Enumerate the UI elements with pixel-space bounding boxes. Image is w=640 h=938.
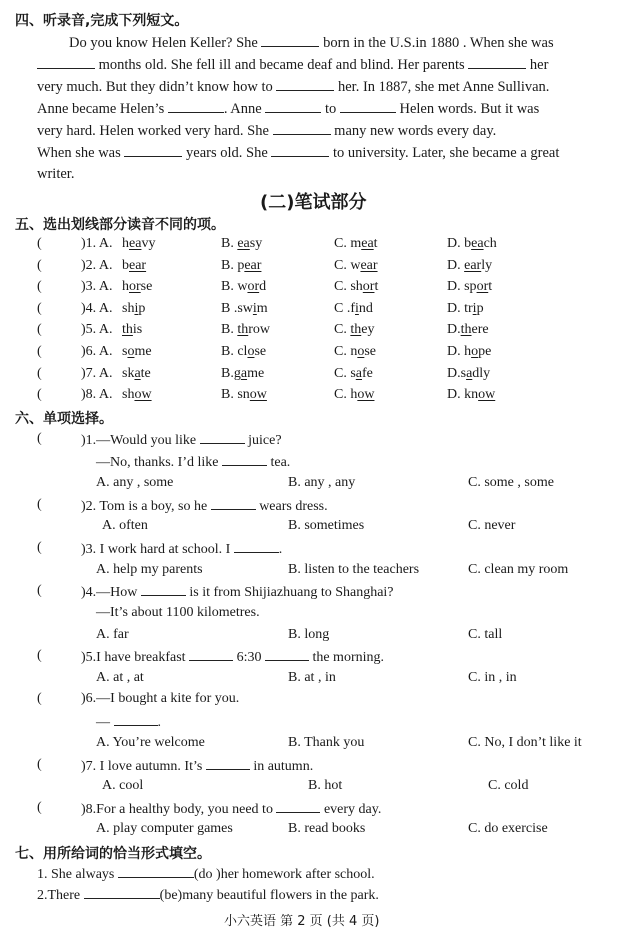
answer-blank[interactable] [234, 540, 279, 553]
word-part: b [122, 257, 129, 273]
s5-option-c[interactable] [334, 258, 378, 274]
s5-option-a[interactable] [122, 344, 152, 360]
underlined-letters: a [466, 365, 473, 381]
q8-paren: ( [37, 800, 42, 815]
s5-answer-paren: ( [37, 365, 42, 381]
passage-text: to university. Later, she became a great [329, 145, 560, 161]
word-part: B.g [221, 365, 241, 381]
s5-item-number: )1. A. [81, 236, 113, 251]
s5-option-d[interactable] [447, 279, 492, 295]
underlined-letters: ea [471, 236, 484, 251]
passage-text: years old. She [182, 145, 272, 161]
q6-paren: ( [37, 691, 42, 706]
q2-option-a[interactable]: A. often [102, 518, 148, 533]
underlined-letters: o [127, 344, 135, 359]
s5-answer-paren: ( [37, 279, 42, 295]
underlined-letters: ow [249, 387, 267, 403]
q3-option-c[interactable]: C. clean my room [468, 562, 569, 577]
word-part: D.s [447, 365, 467, 381]
passage-text: . Anne [223, 101, 266, 117]
q4-option-b[interactable]: B. long [288, 627, 330, 642]
answer-blank[interactable] [273, 122, 331, 135]
q2-option-b[interactable]: B. sometimes [288, 518, 365, 533]
passage-text: Helen words. But it was [395, 101, 540, 117]
s5-option-d[interactable] [447, 322, 489, 338]
word-part: B .sw [221, 300, 253, 316]
underlined-letters: th [122, 322, 133, 338]
word-part: vy [141, 236, 156, 251]
s5-option-d[interactable] [447, 344, 491, 360]
q5-stem: )5.I have breakfast 6:30 the morning. [81, 650, 384, 665]
s5-option-b[interactable] [221, 236, 262, 252]
s5-answer-paren: ( [37, 387, 42, 403]
word-part: B. cl [221, 344, 248, 359]
underlined-letters: ea [129, 236, 142, 251]
answer-blank[interactable] [189, 648, 233, 661]
q3-option-a[interactable]: A. help my parents [96, 562, 203, 577]
underlined-letters: th [460, 322, 472, 338]
s5-option-d[interactable] [447, 387, 495, 403]
underlined-letters: th [350, 322, 362, 338]
underlined-letters: ow [134, 387, 152, 403]
underlined-letters: ear [464, 257, 482, 273]
s5-option-c[interactable] [334, 344, 376, 360]
part-2-title: (二)笔试部分 [260, 192, 367, 213]
underlined-letters: i [134, 300, 139, 316]
s5-option-a[interactable] [122, 322, 142, 338]
passage-line-7: writer. [37, 166, 75, 182]
word-part: s [122, 344, 128, 359]
s5-option-a[interactable] [122, 279, 152, 295]
q6-option-c[interactable]: C. No, I don’t like it [468, 735, 582, 750]
s5-option-d[interactable] [447, 301, 484, 317]
word-part: D. [447, 322, 461, 338]
word-part: t [373, 236, 378, 251]
s5-option-a[interactable] [122, 366, 151, 382]
word-part: m [256, 300, 268, 316]
word-part: C. sh [334, 279, 363, 295]
passage-line-2 [37, 56, 548, 74]
s5-answer-paren: ( [37, 344, 42, 359]
q5-option-b[interactable]: B. at , in [288, 670, 336, 685]
word-part: sy [249, 236, 263, 251]
word-part: ch [483, 236, 497, 251]
underlined-letters: a [355, 365, 363, 381]
word-part: is [132, 322, 143, 338]
underlined-letters: ear [360, 257, 378, 273]
q2-option-c[interactable]: C. never [468, 518, 516, 533]
passage-text: to [321, 101, 340, 117]
section-5-heading: 五、选出划线部分读音不同的项。 [15, 217, 225, 233]
answer-blank[interactable] [265, 648, 309, 661]
section-7-heading: 七、用所给词的恰当形式填空。 [15, 846, 211, 862]
word-part: D. kn [447, 387, 479, 403]
q8-option-c[interactable]: C. do exercise [468, 821, 548, 836]
word-part: ly [481, 257, 493, 273]
underlined-letters: i [355, 300, 359, 316]
q4-stem: )4.—How is it from Shijiazhuang to Shanghai? [81, 585, 394, 600]
s5-option-c[interactable] [334, 236, 378, 252]
passage-text: very much. But they didn’t know how to [37, 79, 277, 95]
s5-option-b[interactable] [221, 279, 266, 295]
s5-option-b[interactable] [221, 322, 270, 338]
passage-text: her [526, 57, 549, 73]
passage-text: very hard. Helen worked very hard. She [37, 123, 273, 139]
underlined-letters: ea [361, 236, 374, 251]
word-part: me [134, 344, 152, 359]
s5-item-number: )7. A. [81, 365, 113, 381]
word-part: D. [447, 257, 465, 273]
q7-stem: )7. I love autumn. It’s in autumn. [81, 759, 314, 774]
underlined-letters: o [357, 344, 365, 359]
answer-blank[interactable] [222, 453, 267, 466]
s5-option-b[interactable] [221, 301, 268, 317]
passage-text: Anne became Helen’s [37, 101, 168, 117]
word-part: D. tr [447, 300, 473, 316]
s5-option-a[interactable] [122, 387, 152, 403]
q5-option-a[interactable]: A. at , at [96, 670, 144, 685]
word-part: D. sp [447, 279, 477, 295]
q3-option-b[interactable]: B. listen to the teachers [288, 562, 420, 577]
answer-blank[interactable] [118, 865, 194, 878]
s5-item-number: )6. A. [81, 344, 113, 359]
word-part: dly [472, 365, 491, 381]
word-part: d [259, 279, 267, 295]
word-part: fe [362, 365, 373, 381]
s5-option-b[interactable] [221, 366, 264, 382]
underlined-letters: or [129, 279, 141, 295]
word-part: p [138, 300, 146, 316]
s5-option-c[interactable] [334, 322, 374, 338]
underlined-letters: a [134, 365, 141, 381]
word-part: C. w [334, 257, 361, 273]
q6-option-b[interactable]: B. Thank you [288, 735, 365, 750]
s5-item-number: )3. A. [81, 279, 113, 295]
word-part: B. w [221, 279, 248, 295]
word-part: h [122, 279, 129, 295]
word-part: te [140, 365, 151, 381]
q5-option-c[interactable]: C. in , in [468, 670, 517, 685]
word-part: pe [478, 344, 492, 359]
answer-blank[interactable] [168, 100, 224, 113]
q7-option-a[interactable]: A. cool [102, 778, 144, 793]
answer-blank[interactable] [200, 431, 245, 444]
s5-answer-paren: ( [37, 236, 42, 251]
s5-option-d[interactable] [447, 366, 490, 382]
underlined-letters: i [472, 300, 477, 316]
s5-option-b[interactable] [221, 387, 267, 403]
q1-stem-2: —No, thanks. I’d like tea. [96, 455, 291, 470]
answer-blank[interactable] [206, 757, 250, 770]
word-part: sk [122, 365, 135, 381]
answer-blank[interactable] [124, 144, 182, 157]
answer-blank[interactable] [211, 497, 256, 510]
underlined-letters: i [252, 300, 257, 316]
s5-item-number: )8. A. [81, 387, 113, 403]
q8-option-a[interactable]: A. play computer games [96, 821, 233, 836]
q6-stem-2: — . [96, 715, 161, 730]
word-part: C. m [334, 236, 362, 251]
s5-option-a[interactable] [122, 236, 155, 252]
passage-text: months old. She fell ill and became deaf and blind. Her parents [95, 57, 469, 73]
s5-item-number: )5. A. [81, 322, 113, 338]
s5-answer-paren: ( [37, 322, 42, 338]
answer-blank[interactable] [340, 100, 396, 113]
s5-option-b[interactable] [221, 344, 266, 360]
answer-blank[interactable] [271, 144, 329, 157]
s5-option-a[interactable] [122, 258, 146, 274]
word-part: t [488, 279, 493, 295]
q2-stem: )2. Tom is a boy, so he wears dress. [81, 499, 328, 514]
q1-option-a[interactable]: A. any , some [96, 475, 174, 490]
s5-item-number: )2. A. [81, 257, 113, 273]
word-part: t [374, 279, 379, 295]
q1-stem: )1.—Would you like juice? [81, 433, 282, 448]
word-part: B. sn [221, 387, 250, 403]
s5-option-d[interactable] [447, 236, 497, 252]
s5-option-b[interactable] [221, 258, 261, 274]
passage-text: Do you know Helen Keller? She [69, 35, 262, 51]
word-part: se [140, 279, 153, 295]
underlined-letters: a [240, 365, 248, 381]
word-part: C .f [334, 300, 355, 316]
word-part: se [364, 344, 377, 359]
word-part: p [476, 300, 484, 316]
q8-option-b[interactable]: B. read books [288, 821, 366, 836]
underlined-letters: th [237, 322, 249, 338]
s5-option-c[interactable] [334, 387, 374, 403]
q1-paren: ( [37, 431, 42, 446]
answer-blank[interactable] [84, 886, 160, 899]
underlined-letters: o [247, 344, 255, 359]
answer-blank[interactable] [114, 713, 158, 726]
underlined-letters: o [471, 344, 479, 359]
q5-paren: ( [37, 648, 42, 663]
word-part: D. h [447, 344, 472, 359]
q6-option-a[interactable]: A. You’re welcome [96, 735, 205, 750]
underlined-letters: ear [244, 257, 262, 273]
word-part: nd [358, 300, 373, 316]
word-part: C. h [334, 387, 358, 403]
word-part: C. [334, 322, 351, 338]
word-part: sh [122, 300, 135, 316]
underlined-letters: or [247, 279, 260, 295]
word-part: D. b [447, 236, 472, 251]
word-part: B. [221, 322, 238, 338]
underlined-letters: or [362, 279, 375, 295]
answer-blank[interactable] [141, 583, 186, 596]
section-4-heading: 四、听录音,完成下列短文。 [15, 13, 189, 29]
s5-option-a[interactable] [122, 301, 145, 317]
word-part: sh [122, 387, 135, 403]
answer-blank[interactable] [468, 56, 526, 69]
q7-option-b[interactable]: B. hot [308, 778, 343, 793]
word-part: me [247, 365, 265, 381]
passage-text: her. In 1887, she met Anne Sullivan. [334, 79, 550, 95]
q8-stem: )8.For a healthy body, you need to every day. [81, 802, 382, 817]
word-part: B. p [221, 257, 245, 273]
word-part: ey [361, 322, 375, 338]
underlined-letters: or [476, 279, 489, 295]
passage-line-3 [37, 78, 549, 96]
s5-answer-paren: ( [37, 257, 42, 273]
q6-stem: )6.—I bought a kite for you. [81, 691, 240, 706]
passage-text: many new words every day. [330, 123, 497, 139]
underlined-letters: ear [129, 257, 147, 273]
passage-text: When she was [37, 145, 125, 161]
underlined-letters: ow [478, 387, 496, 403]
word-part: ere [471, 322, 489, 338]
underlined-letters: ow [357, 387, 375, 403]
q2-paren: ( [37, 497, 42, 512]
q7-option-c[interactable]: C. cold [488, 778, 529, 793]
q3-stem: )3. I work hard at school. I . [81, 542, 283, 557]
answer-blank[interactable] [276, 800, 320, 813]
q4-stem-2: —It’s about 1100 kilometres. [96, 605, 260, 620]
q1-option-b[interactable]: B. any , any [288, 475, 356, 490]
word-part: h [122, 236, 129, 251]
q4-option-c[interactable]: C. tall [468, 627, 503, 642]
s5-option-c[interactable] [334, 301, 373, 317]
q4-paren: ( [37, 583, 42, 598]
q7-paren: ( [37, 757, 42, 772]
word-part: se [254, 344, 267, 359]
word-part: C. s [334, 365, 356, 381]
s7-sentence-2: 2.There (be)many beautiful flowers in the park. [37, 888, 379, 903]
underlined-letters: ea [237, 236, 250, 251]
answer-blank[interactable] [261, 34, 319, 47]
q3-paren: ( [37, 540, 42, 555]
q1-option-c[interactable]: C. some , some [468, 475, 554, 490]
s5-option-c[interactable] [334, 279, 378, 295]
word-part: C. n [334, 344, 358, 359]
passage-text: born in the U.S.in 1880 . When she was [319, 35, 554, 51]
answer-blank[interactable] [37, 56, 95, 69]
passage-line-1 [69, 34, 554, 52]
passage-line-5 [37, 122, 496, 140]
section-6-heading: 六、单项选择。 [15, 411, 113, 427]
q4-option-a[interactable]: A. far [96, 627, 129, 642]
s5-item-number: )4. A. [81, 300, 113, 316]
answer-blank[interactable] [276, 78, 334, 91]
s5-option-d[interactable] [447, 258, 492, 274]
s7-sentence-1: 1. She always (do )her homework after school. [37, 867, 375, 882]
s5-option-c[interactable] [334, 366, 373, 382]
s5-answer-paren: ( [37, 300, 42, 316]
word-part: B. [221, 236, 238, 251]
page-footer: 小六英语 第 2 页 (共 4 页) [224, 914, 380, 929]
answer-blank[interactable] [265, 100, 321, 113]
passage-line-4 [37, 100, 539, 118]
passage-line-6 [37, 144, 559, 162]
word-part: row [248, 322, 271, 338]
